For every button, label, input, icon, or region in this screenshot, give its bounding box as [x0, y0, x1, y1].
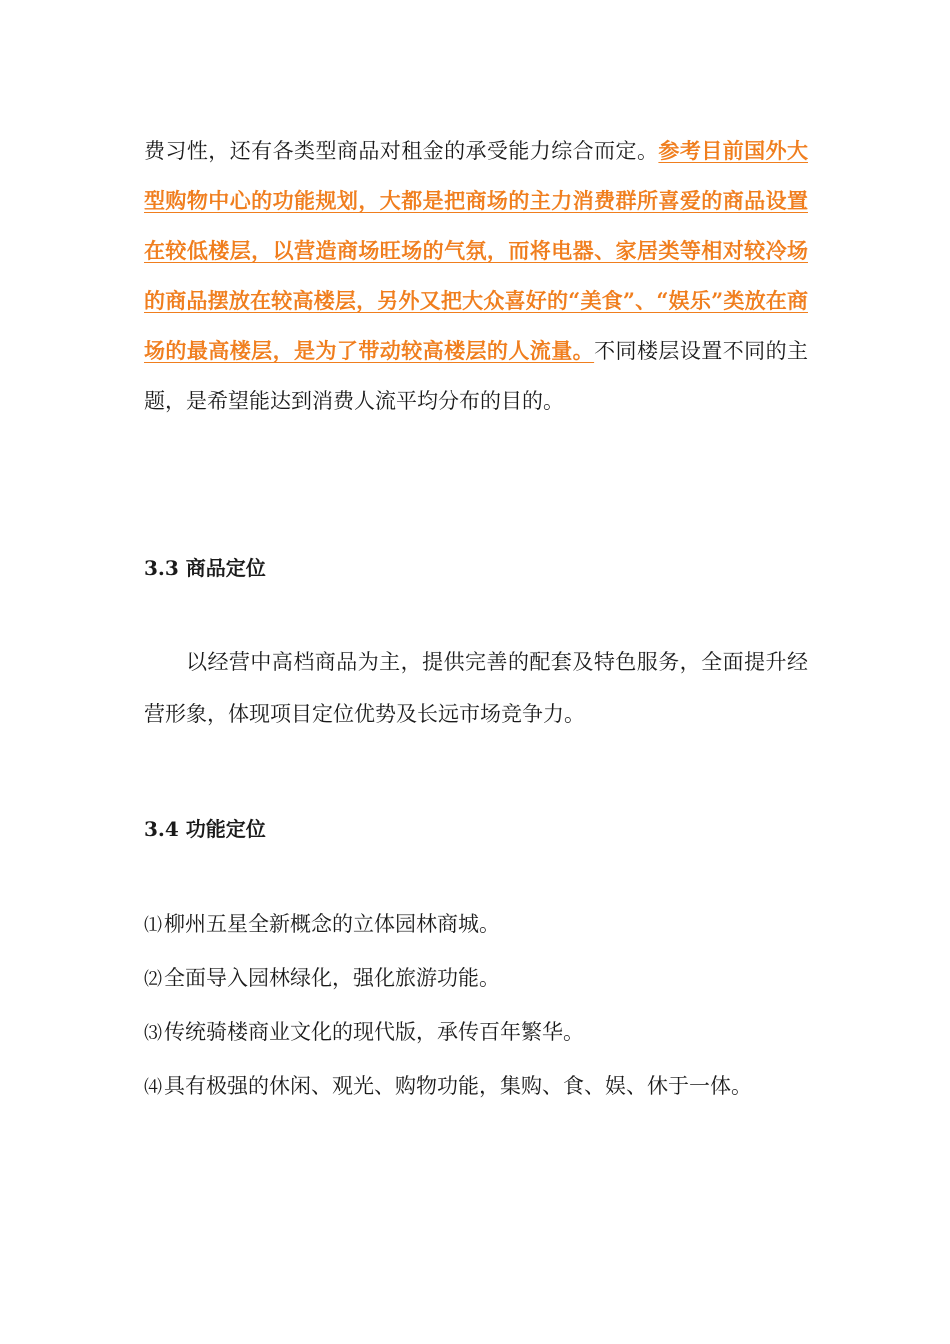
highlighted-text: 参考目前国外大型购物中心的功能规划，大都是把商场的主力消费群所喜爱的商品设置在较低楼层，以营造商场旺场的气氛，而将电器、家居类等相对较冷场的商品摆放在较高楼层，另外又把大众喜好的“美食”、“娱乐”类放在商场的最高楼层，是为了带动较高楼层的人流量。: [144, 138, 809, 363]
list-item-text: 全面导入园林绿化，强化旅游功能。: [164, 966, 500, 990]
list-item: [144, 1060, 824, 1114]
list-item-text: 柳州五星全新概念的立体园林商城。: [164, 912, 500, 936]
list-item-text: 具有极强的休闲、观光、购物功能，集购、食、娱、休于一体。: [164, 1074, 752, 1098]
paragraph-floor-planning: [144, 126, 808, 426]
paragraph-lead-text: 费习性，还有各类型商品对租金的承受能力综合而定。: [144, 139, 659, 163]
list-item-text: 传统骑楼商业文化的现代版，承传百年繁华。: [164, 1020, 584, 1044]
list-item-number: ⑴: [144, 915, 162, 936]
section-heading-function-positioning: 3.4 功能定位: [144, 817, 266, 841]
section-heading-product-positioning: 3.3 商品定位: [144, 556, 266, 580]
list-item-number: ⑷: [144, 1077, 162, 1098]
list-item: [144, 1006, 824, 1060]
paragraph-product-positioning: 以经营中高档商品为主，提供完善的配套及特色服务，全面提升经营形象，体现项目定位优势及长远市场竞争力。: [144, 650, 808, 726]
function-list: [144, 898, 824, 1114]
list-item-number: ⑵: [144, 969, 162, 990]
list-item: [144, 898, 824, 952]
paragraph-tail-text: 不同楼层设置不同的主题，是希望能达到消费人流平均分布的目的。: [144, 339, 809, 413]
list-item-number: ⑶: [144, 1023, 162, 1044]
list-item: [144, 952, 824, 1006]
